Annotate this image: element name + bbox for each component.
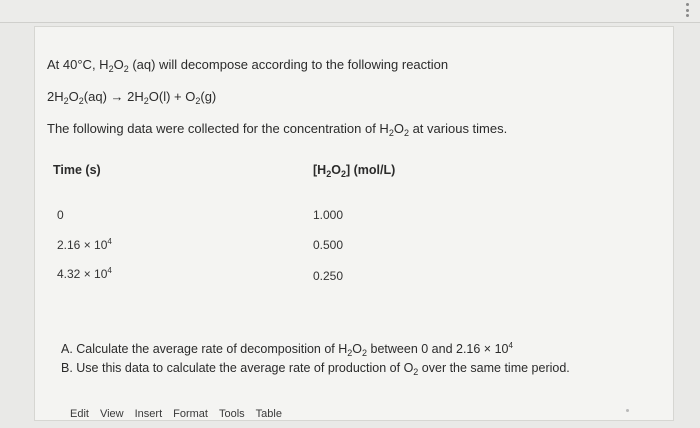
question-b: B. Use this data to calculate the average rate of production of $O_2$ over the same time period. bbox=[61, 361, 570, 377]
reaction-equation: $2H_2O_2(aq) \to 2H_2O(l) + O_2(g)$ bbox=[47, 89, 217, 106]
menu-table[interactable]: Table bbox=[255, 408, 282, 420]
intro-text: At 40°C, $H_2O_2$ (aq) will decompose according to the following reaction bbox=[47, 57, 449, 74]
table-row-conc: 1.000 bbox=[313, 208, 344, 222]
table-row-time: $2.16 \times 10^4$ bbox=[57, 237, 112, 252]
table-row-conc: 0.500 bbox=[313, 238, 344, 252]
menu-view[interactable]: View bbox=[99, 408, 124, 420]
menu-tools[interactable]: Tools bbox=[218, 408, 245, 420]
table-row-time: $4.32 \times 10^4$ bbox=[57, 266, 112, 281]
table-row-conc: 0.250 bbox=[313, 269, 344, 283]
column-header-time: Time (s) bbox=[53, 163, 101, 177]
column-header-concentration: $[H_2O_2]$ (mol/L) bbox=[313, 163, 396, 179]
editor-menubar bbox=[70, 408, 282, 426]
question-panel bbox=[34, 26, 674, 421]
dot-icon bbox=[626, 409, 629, 412]
menu-edit[interactable]: Edit bbox=[70, 408, 89, 420]
menu-format[interactable]: Format bbox=[173, 408, 208, 420]
data-description: The following data were collected for the concentration of $H_2O_2$ at various times. bbox=[47, 121, 508, 138]
menu-insert[interactable]: Insert bbox=[134, 408, 163, 420]
more-options-icon[interactable] bbox=[686, 3, 690, 17]
question-a: A. Calculate the average rate of decomposition of $H_2O_2$ between 0 and $2.16 \times 10^4$ bbox=[61, 341, 513, 358]
table-row-time: 0 bbox=[57, 208, 64, 222]
top-bar bbox=[0, 0, 700, 23]
